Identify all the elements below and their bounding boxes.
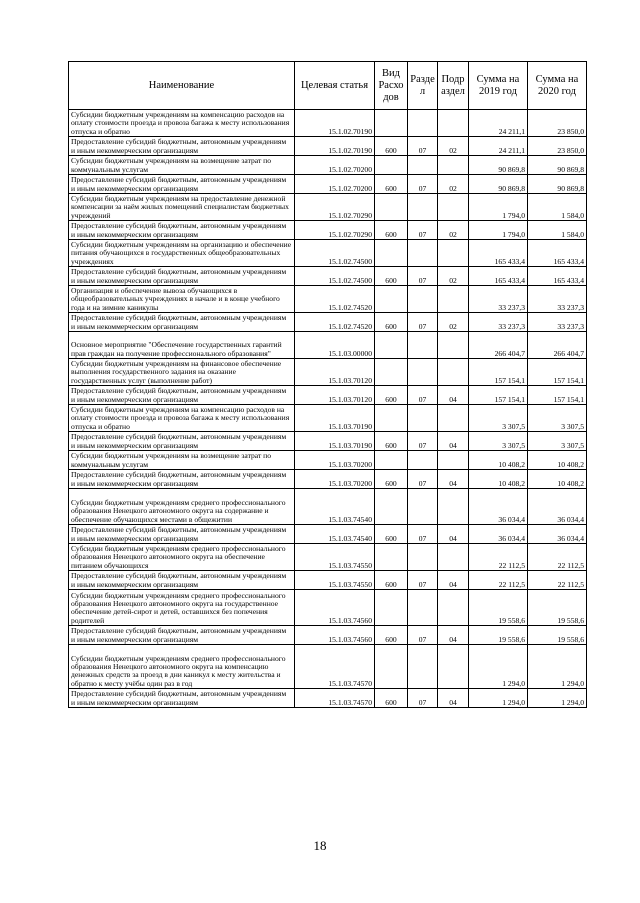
row-target-article: 15.1.02.74500	[295, 240, 375, 267]
table-row	[69, 313, 587, 332]
row-sum-2020: 3 307,5	[528, 432, 587, 451]
table-body	[69, 110, 587, 708]
row-sum-2019: 19 558,6	[469, 590, 528, 626]
row-expense-type: 600	[375, 571, 408, 590]
row-name: Предоставление субсидий бюджетным, автономным учреждениям и иным некоммерческим организациям	[69, 267, 295, 286]
row-section: 07	[408, 525, 438, 544]
row-sum-2020: 1 294,0	[528, 645, 587, 689]
row-section	[408, 359, 438, 386]
row-sum-2019: 165 433,4	[469, 267, 528, 286]
header-subsection: Подр аздел	[438, 62, 469, 110]
row-sum-2020: 1 294,0	[528, 689, 587, 708]
row-target-article: 15.1.02.70290	[295, 194, 375, 221]
row-name: Субсидии бюджетным учреждениям на организацию и обеспечение питания обучающихся в государственных общеобразовательных учреждениях	[69, 240, 295, 267]
row-sum-2020: 36 034,4	[528, 525, 587, 544]
table-row	[69, 689, 587, 708]
row-subsection: 04	[438, 386, 469, 405]
header-section: Разде л	[408, 62, 438, 110]
table-row	[69, 359, 587, 386]
row-expense-type	[375, 645, 408, 689]
row-name: Субсидии бюджетным учреждениям среднего профессионального образования Ненецкого автономного округа на содержание и обеспечение обучающихся местами в общежитии	[69, 489, 295, 525]
row-sum-2019: 3 307,5	[469, 432, 528, 451]
row-subsection	[438, 332, 469, 359]
table-row	[69, 240, 587, 267]
row-expense-type: 600	[375, 525, 408, 544]
row-section: 07	[408, 313, 438, 332]
row-section	[408, 451, 438, 470]
table-row	[69, 332, 587, 359]
row-sum-2019: 36 034,4	[469, 525, 528, 544]
row-expense-type: 600	[375, 137, 408, 156]
table-row	[69, 626, 587, 645]
row-expense-type: 600	[375, 626, 408, 645]
row-expense-type	[375, 156, 408, 175]
header-sum-2020: Сумма на 2020 год	[528, 62, 587, 110]
table-row	[69, 286, 587, 313]
row-subsection	[438, 359, 469, 386]
row-sum-2019: 19 558,6	[469, 626, 528, 645]
row-name: Предоставление субсидий бюджетным, автономным учреждениям и иным некоммерческим организациям	[69, 137, 295, 156]
row-section	[408, 645, 438, 689]
row-sum-2019: 22 112,5	[469, 544, 528, 571]
row-name: Субсидии бюджетным учреждениям на финансовое обеспечение выполнения государственного задания на оказание государственных услуг (выполнение работ)	[69, 359, 295, 386]
row-sum-2020: 22 112,5	[528, 571, 587, 590]
row-expense-type	[375, 332, 408, 359]
row-name: Субсидии бюджетным учреждениям на возмещение затрат по коммунальным услугам	[69, 156, 295, 175]
row-sum-2020: 10 408,2	[528, 470, 587, 489]
table-row	[69, 386, 587, 405]
table-row	[69, 470, 587, 489]
row-name: Субсидии бюджетным учреждениям на компенсацию расходов на оплату стоимости проезда и провоза багажа к месту использования отпуска и обратно	[69, 110, 295, 137]
row-subsection: 02	[438, 175, 469, 194]
row-sum-2019: 266 404,7	[469, 332, 528, 359]
row-target-article: 15.1.03.74570	[295, 645, 375, 689]
row-sum-2019: 10 408,2	[469, 470, 528, 489]
table-row	[69, 267, 587, 286]
row-sum-2020: 22 112,5	[528, 544, 587, 571]
row-name: Предоставление субсидий бюджетным, автономным учреждениям и иным некоммерческим организациям	[69, 626, 295, 645]
row-target-article: 15.1.02.70290	[295, 221, 375, 240]
row-name: Предоставление субсидий бюджетным, автономным учреждениям и иным некоммерческим организациям	[69, 689, 295, 708]
row-sum-2019: 33 237,3	[469, 313, 528, 332]
row-name: Субсидии бюджетным учреждениям на возмещение затрат по коммунальным услугам	[69, 451, 295, 470]
header-target-article: Целевая статья	[295, 62, 375, 110]
row-name: Организация и обеспечение вывоза обучающихся в общеобразовательных учреждениях в начале и в конце учебного года и на зимние каникулы	[69, 286, 295, 313]
row-sum-2020: 23 850,0	[528, 137, 587, 156]
row-target-article: 15.1.03.70120	[295, 359, 375, 386]
row-subsection	[438, 156, 469, 175]
table-row	[69, 110, 587, 137]
table-row	[69, 645, 587, 689]
row-expense-type	[375, 489, 408, 525]
row-sum-2019: 90 869,8	[469, 175, 528, 194]
row-target-article: 15.1.03.70200	[295, 470, 375, 489]
row-sum-2020: 33 237,3	[528, 313, 587, 332]
row-expense-type	[375, 451, 408, 470]
row-section: 07	[408, 470, 438, 489]
header-expense-type: Вид Расхо дов	[375, 62, 408, 110]
row-subsection	[438, 240, 469, 267]
row-section: 07	[408, 626, 438, 645]
page-number: 18	[313, 838, 327, 853]
row-subsection: 02	[438, 313, 469, 332]
row-sum-2020: 157 154,1	[528, 359, 587, 386]
row-expense-type	[375, 286, 408, 313]
row-sum-2019: 24 211,1	[469, 137, 528, 156]
row-expense-type: 600	[375, 267, 408, 286]
row-subsection	[438, 194, 469, 221]
row-target-article: 15.1.03.74560	[295, 590, 375, 626]
table-row	[69, 405, 587, 432]
row-sum-2019: 1 294,0	[469, 689, 528, 708]
row-subsection	[438, 645, 469, 689]
row-subsection	[438, 544, 469, 571]
row-expense-type: 600	[375, 689, 408, 708]
row-section: 07	[408, 689, 438, 708]
row-sum-2020: 36 034,4	[528, 489, 587, 525]
row-sum-2019: 22 112,5	[469, 571, 528, 590]
row-target-article: 15.1.03.74550	[295, 571, 375, 590]
header-name: Наименование	[69, 62, 295, 110]
row-expense-type	[375, 194, 408, 221]
table-row	[69, 590, 587, 626]
row-subsection: 04	[438, 626, 469, 645]
row-section	[408, 332, 438, 359]
row-target-article: 15.1.03.70190	[295, 432, 375, 451]
row-sum-2019: 33 237,3	[469, 286, 528, 313]
row-section: 07	[408, 267, 438, 286]
row-sum-2020: 90 869,8	[528, 156, 587, 175]
row-section: 07	[408, 221, 438, 240]
row-subsection: 04	[438, 689, 469, 708]
table-row	[69, 221, 587, 240]
row-expense-type	[375, 405, 408, 432]
row-sum-2019: 157 154,1	[469, 386, 528, 405]
row-subsection: 04	[438, 525, 469, 544]
row-sum-2019: 157 154,1	[469, 359, 528, 386]
row-target-article: 15.1.03.70120	[295, 386, 375, 405]
row-subsection: 04	[438, 470, 469, 489]
row-name: Субсидии бюджетным учреждениям среднего профессионального образования Ненецкого автономного округа на обеспечение питанием обучающихся	[69, 544, 295, 571]
row-expense-type	[375, 110, 408, 137]
row-sum-2020: 19 558,6	[528, 626, 587, 645]
row-sum-2019: 90 869,8	[469, 156, 528, 175]
row-target-article: 15.1.02.70190	[295, 137, 375, 156]
table-row	[69, 194, 587, 221]
row-subsection: 04	[438, 571, 469, 590]
row-sum-2020: 23 850,0	[528, 110, 587, 137]
row-sum-2019: 1 294,0	[469, 645, 528, 689]
row-subsection: 02	[438, 221, 469, 240]
row-target-article: 15.1.03.74540	[295, 489, 375, 525]
row-target-article: 15.1.03.70200	[295, 451, 375, 470]
row-target-article: 15.1.02.70190	[295, 110, 375, 137]
row-sum-2020: 33 237,3	[528, 286, 587, 313]
row-section	[408, 110, 438, 137]
table-row	[69, 175, 587, 194]
row-sum-2020: 266 404,7	[528, 332, 587, 359]
row-expense-type	[375, 240, 408, 267]
row-subsection: 02	[438, 137, 469, 156]
row-sum-2020: 165 433,4	[528, 240, 587, 267]
row-subsection	[438, 451, 469, 470]
row-sum-2019: 10 408,2	[469, 451, 528, 470]
row-sum-2020: 90 869,8	[528, 175, 587, 194]
row-name: Предоставление субсидий бюджетным, автономным учреждениям и иным некоммерческим организациям	[69, 470, 295, 489]
row-sum-2019: 3 307,5	[469, 405, 528, 432]
row-sum-2019: 1 794,0	[469, 221, 528, 240]
row-target-article: 15.1.03.74550	[295, 544, 375, 571]
row-section: 07	[408, 386, 438, 405]
row-section	[408, 590, 438, 626]
row-target-article: 15.1.02.70200	[295, 175, 375, 194]
row-expense-type: 600	[375, 221, 408, 240]
row-sum-2020: 19 558,6	[528, 590, 587, 626]
row-section	[408, 286, 438, 313]
row-target-article: 15.1.03.74560	[295, 626, 375, 645]
header-sum-2019: Сумма на 2019 год	[469, 62, 528, 110]
row-target-article: 15.1.03.70190	[295, 405, 375, 432]
table-row	[69, 525, 587, 544]
row-section	[408, 240, 438, 267]
row-sum-2020: 1 584,0	[528, 194, 587, 221]
row-section	[408, 544, 438, 571]
row-name: Предоставление субсидий бюджетным, автономным учреждениям и иным некоммерческим организациям	[69, 525, 295, 544]
row-name: Субсидии бюджетным учреждениям на компенсацию расходов на оплату стоимости проезда и провоза багажа к месту использования отпуска и обратно	[69, 405, 295, 432]
row-subsection	[438, 489, 469, 525]
table-row	[69, 489, 587, 525]
row-name: Основное мероприятие "Обеспечение государственных гарантий прав граждан на получение профессионального образования"	[69, 332, 295, 359]
row-section	[408, 156, 438, 175]
row-name: Субсидии бюджетным учреждениям среднего профессионального образования Ненецкого автономного округа на компенсацию денежных средств за проезд в дни каникул к месту жительства и обратно к месту учёбы один раз в год	[69, 645, 295, 689]
row-subsection: 04	[438, 432, 469, 451]
row-target-article: 15.1.02.70200	[295, 156, 375, 175]
row-expense-type	[375, 590, 408, 626]
row-section	[408, 194, 438, 221]
row-target-article: 15.1.02.74520	[295, 286, 375, 313]
row-section	[408, 405, 438, 432]
row-name: Предоставление субсидий бюджетным, автономным учреждениям и иным некоммерческим организациям	[69, 386, 295, 405]
row-sum-2020: 157 154,1	[528, 386, 587, 405]
table-header-row	[69, 62, 587, 110]
row-name: Субсидии бюджетным учреждениям на предоставление денежной компенсации за наём жилых помещений специалистам бюджетных учреждений	[69, 194, 295, 221]
row-target-article: 15.1.02.74520	[295, 313, 375, 332]
table-row	[69, 451, 587, 470]
row-sum-2020: 1 584,0	[528, 221, 587, 240]
row-subsection	[438, 405, 469, 432]
row-sum-2020: 10 408,2	[528, 451, 587, 470]
row-name: Предоставление субсидий бюджетным, автономным учреждениям и иным некоммерческим организациям	[69, 571, 295, 590]
row-name: Предоставление субсидий бюджетным, автономным учреждениям и иным некоммерческим организациям	[69, 432, 295, 451]
row-target-article: 15.1.02.74500	[295, 267, 375, 286]
table-row	[69, 137, 587, 156]
row-expense-type: 600	[375, 175, 408, 194]
row-subsection	[438, 110, 469, 137]
row-target-article: 15.1.03.00000	[295, 332, 375, 359]
row-section: 07	[408, 137, 438, 156]
row-name: Предоставление субсидий бюджетным, автономным учреждениям и иным некоммерческим организациям	[69, 221, 295, 240]
row-name: Предоставление субсидий бюджетным, автономным учреждениям и иным некоммерческим организациям	[69, 175, 295, 194]
row-target-article: 15.1.03.74570	[295, 689, 375, 708]
row-sum-2019: 165 433,4	[469, 240, 528, 267]
row-subsection	[438, 286, 469, 313]
row-section	[408, 489, 438, 525]
row-name: Предоставление субсидий бюджетным, автономным учреждениям и иным некоммерческим организациям	[69, 313, 295, 332]
row-sum-2020: 3 307,5	[528, 405, 587, 432]
row-subsection	[438, 590, 469, 626]
row-sum-2019: 36 034,4	[469, 489, 528, 525]
table-row	[69, 432, 587, 451]
table-row	[69, 544, 587, 571]
row-sum-2019: 24 211,1	[469, 110, 528, 137]
row-expense-type: 600	[375, 470, 408, 489]
row-expense-type	[375, 544, 408, 571]
table-row	[69, 571, 587, 590]
budget-table	[68, 61, 587, 708]
row-section: 07	[408, 175, 438, 194]
row-sum-2020: 165 433,4	[528, 267, 587, 286]
row-section: 07	[408, 571, 438, 590]
row-section: 07	[408, 432, 438, 451]
row-expense-type	[375, 359, 408, 386]
row-expense-type: 600	[375, 432, 408, 451]
row-expense-type: 600	[375, 313, 408, 332]
row-name: Субсидии бюджетным учреждениям среднего профессионального образования Ненецкого автономного округа на государственное обеспечение детей-сирот и детей, оставшихся без попечения родителей	[69, 590, 295, 626]
table-row	[69, 156, 587, 175]
row-expense-type: 600	[375, 386, 408, 405]
row-sum-2019: 1 794,0	[469, 194, 528, 221]
row-subsection: 02	[438, 267, 469, 286]
row-target-article: 15.1.03.74540	[295, 525, 375, 544]
